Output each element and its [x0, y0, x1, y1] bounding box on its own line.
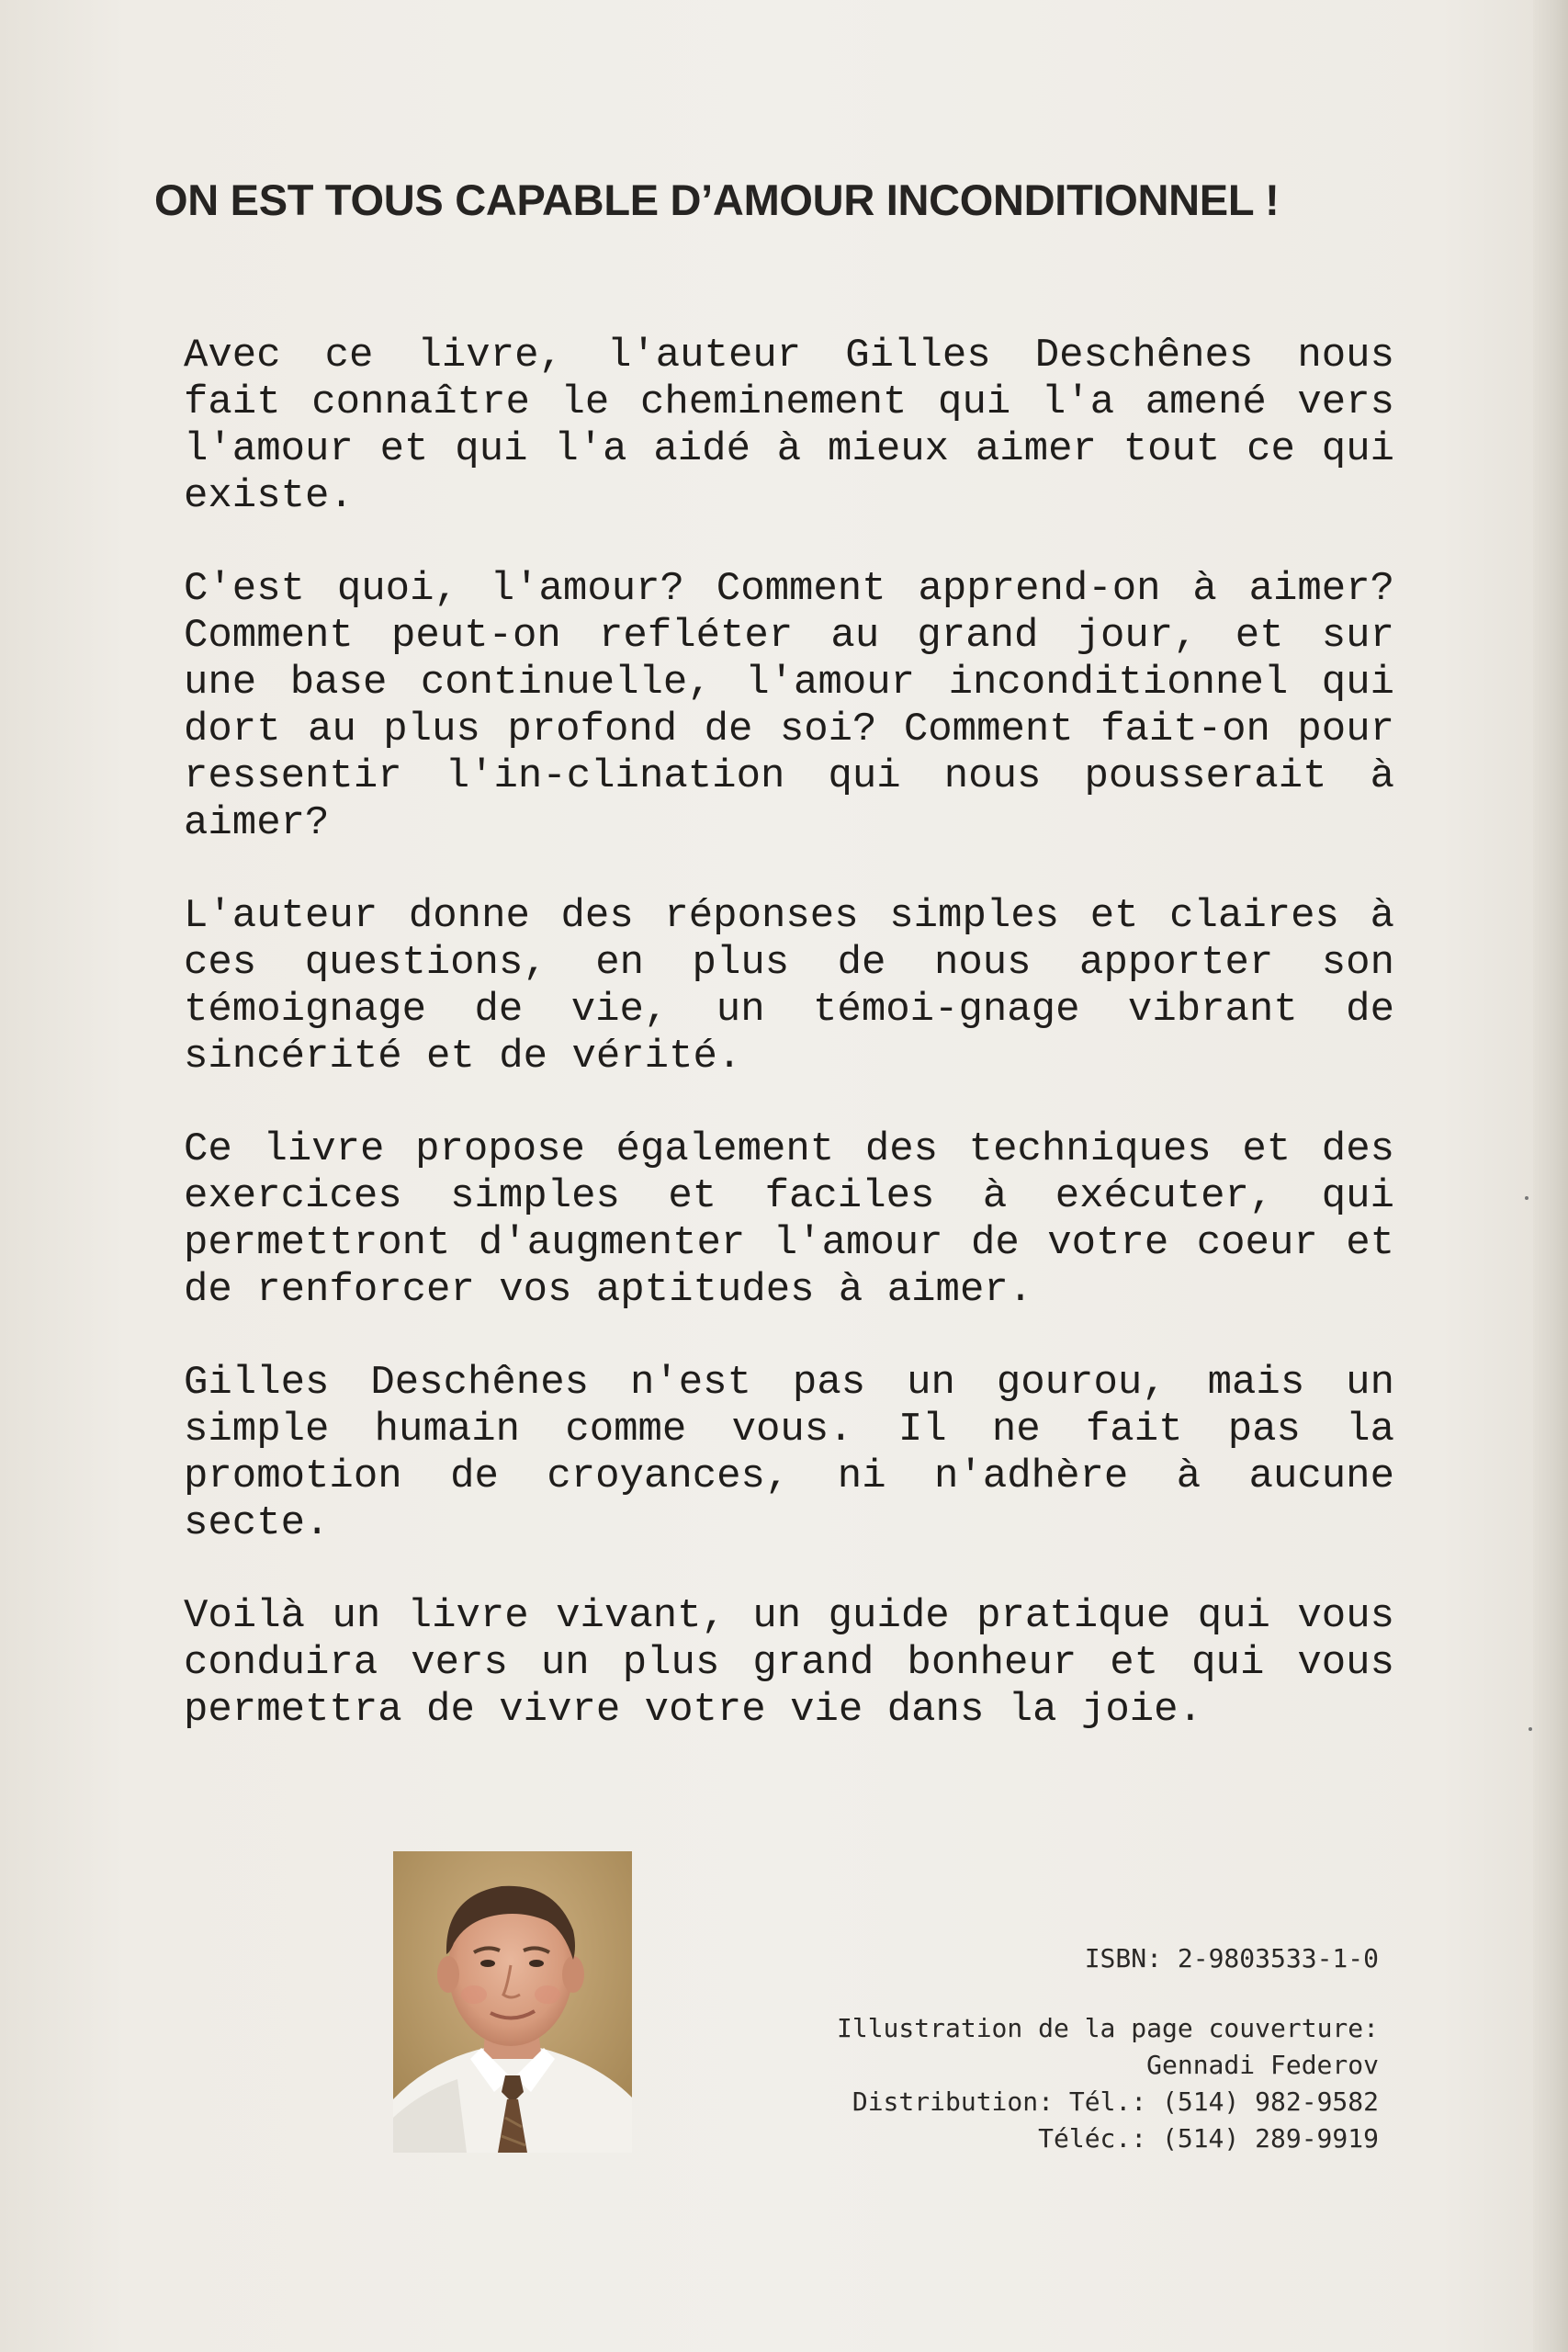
paragraph-4: Ce livre propose également des techniques et des exercices simples et faciles à exécuter, qui permettront d'augmenter l'amour de votre coeur et de renforcer vos aptitudes à aimer.	[184, 1126, 1394, 1313]
headline: ON EST TOUS CAPABLE D’AMOUR INCONDITIONNEL !	[154, 175, 1280, 224]
paragraph-6: Voilà un livre vivant, un guide pratique qui vous conduira vers un plus grand bonheur et qui vous permettra de vivre votre vie dans la joie.	[184, 1593, 1394, 1733]
publication-info	[681, 1940, 1379, 2157]
paper-speck	[1525, 1196, 1529, 1200]
paragraph-2: C'est quoi, l'amour? Comment apprend-on à aimer? Comment peut-on refléter au grand jour, et sur une base continuelle, l'amour inconditionnel qui dort au plus profond de soi? Comment fait-on pour ressentir l'in-clination qui nous pousserait à aimer?	[184, 566, 1394, 846]
paragraph-5: Gilles Deschênes n'est pas un gourou, mais un simple humain comme vous. Il ne fait pas la promotion de croyances, ni n'adhère à aucune secte.	[184, 1360, 1394, 1546]
author-portrait-image	[393, 1851, 632, 2153]
paragraph-3: L'auteur donne des réponses simples et claires à ces questions, en plus de nous apporter son témoignage de vie, un témoi-gnage vibrant de sincérité et de vérité.	[184, 893, 1394, 1080]
illustration-credit-label: Illustration de la page couverture:	[836, 2013, 1379, 2043]
paragraph-1: Avec ce livre, l'auteur Gilles Deschênes nous fait connaître le cheminement qui l'a amené vers l'amour et qui l'a aidé à mieux aimer tout ce qui existe.	[184, 333, 1394, 519]
blurb-text	[184, 333, 1394, 1780]
isbn: ISBN: 2-9803533-1-0	[1084, 1943, 1379, 1973]
illustrator-name: Gennadi Federov	[1146, 2050, 1379, 2080]
paper-speck	[1529, 1727, 1532, 1731]
distribution-phone: Distribution: Tél.: (514) 982-9582	[852, 2086, 1379, 2117]
page-edge-shadow	[1533, 0, 1568, 2352]
author-photo	[393, 1851, 632, 2153]
distribution-fax: Téléc.: (514) 289-9919	[1038, 2123, 1379, 2154]
